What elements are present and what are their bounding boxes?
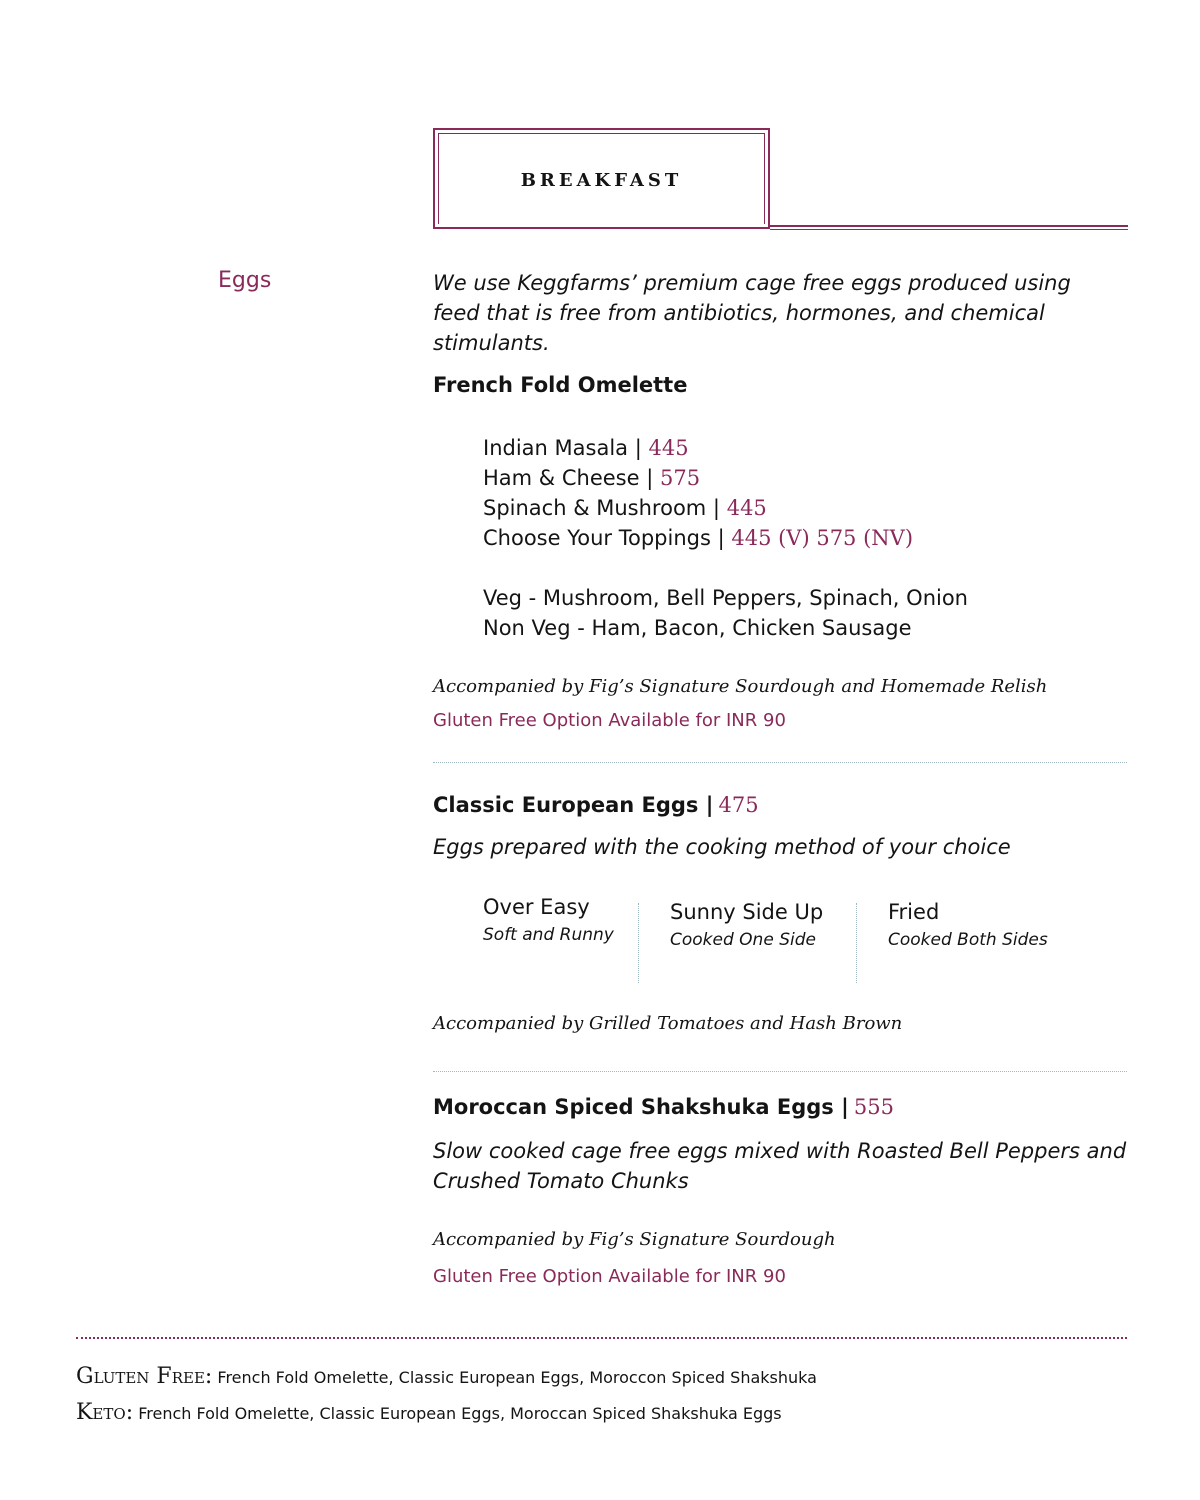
method-over-easy [483, 895, 614, 945]
section-divider [433, 1071, 1127, 1072]
method-desc: Cooked One Side [670, 930, 816, 950]
option-price: 445 [726, 496, 767, 520]
method-name: Fried [888, 900, 940, 924]
european-heading [433, 793, 759, 817]
intro-text: We use Keggfarms’ premium cage free eggs produced using feed that is free from antibiotics, hormones, and chemical stimulants. [433, 271, 1071, 355]
column-divider [856, 903, 857, 983]
description-line: Crushed Tomato Chunks [433, 1169, 689, 1193]
omelette-gluten-free-note: Gluten Free Option Available for INR 90 [433, 710, 786, 731]
header-rule-thin [770, 229, 1128, 230]
method-name: Sunny Side Up [670, 900, 824, 924]
omelette-option [483, 493, 767, 523]
shakshuka-heading [433, 1095, 894, 1119]
keto-summary [76, 1400, 782, 1425]
option-name: Indian Masala | [483, 436, 642, 460]
method-sunny-side-up [670, 900, 823, 950]
shakshuka-price: 555 [853, 1095, 894, 1119]
keto-items: French Fold Omelette, Classic European Eggs, Moroccan Spiced Shakshuka Eggs [138, 1404, 782, 1423]
method-desc: Soft and Runny [483, 925, 614, 945]
method-fried [888, 900, 1048, 950]
header-rule [770, 225, 1128, 227]
toppings-nonveg: Non Veg - Ham, Bacon, Chicken Sausage [483, 616, 912, 640]
section-divider [433, 762, 1127, 763]
description-line: Slow cooked cage free eggs mixed with Roasted Bell Peppers and [433, 1139, 1127, 1163]
shakshuka-gluten-free-note: Gluten Free Option Available for INR 90 [433, 1266, 786, 1287]
omelette-option [483, 463, 700, 493]
omelette-option [483, 523, 913, 553]
option-price: 445 (V) 575 (NV) [731, 526, 914, 550]
column-divider [638, 903, 639, 983]
european-description: Eggs prepared with the cooking method of your choice [433, 835, 1011, 859]
omelette-accompaniment: Accompanied by Fig’s Signature Sourdough and Homemade Relish [433, 676, 1048, 697]
gluten-free-summary [76, 1364, 817, 1389]
method-name: Over Easy [483, 895, 590, 919]
omelette-option [483, 433, 689, 463]
european-price: 475 [718, 793, 759, 817]
option-name: Choose Your Toppings | [483, 526, 725, 550]
option-price: 445 [648, 436, 689, 460]
european-title: Classic European Eggs | [433, 793, 714, 817]
footer-divider [76, 1337, 1127, 1339]
option-name: Ham & Cheese | [483, 466, 654, 490]
gluten-free-label: Gluten Free: [76, 1364, 213, 1389]
option-name: Spinach & Mushroom | [483, 496, 721, 520]
option-price: 575 [659, 466, 701, 490]
toppings-veg: Veg - Mushroom, Bell Peppers, Spinach, Onion [483, 586, 968, 610]
gluten-free-items: French Fold Omelette, Classic European Eggs, Moroccon Spiced Shakshuka [217, 1368, 817, 1387]
shakshuka-description [433, 1136, 1133, 1196]
european-accompaniment: Accompanied by Grilled Tomatoes and Hash Brown [433, 1013, 903, 1034]
keto-label: Keto: [76, 1400, 134, 1425]
method-desc: Cooked Both Sides [888, 930, 1048, 950]
shakshuka-accompaniment: Accompanied by Fig’s Signature Sourdough [433, 1229, 836, 1250]
category-label: Eggs [218, 268, 272, 293]
shakshuka-title: Moroccan Spiced Shakshuka Eggs | [433, 1095, 849, 1119]
omelette-title: French Fold Omelette [433, 373, 688, 397]
section-title: BREAKFAST [520, 170, 683, 191]
